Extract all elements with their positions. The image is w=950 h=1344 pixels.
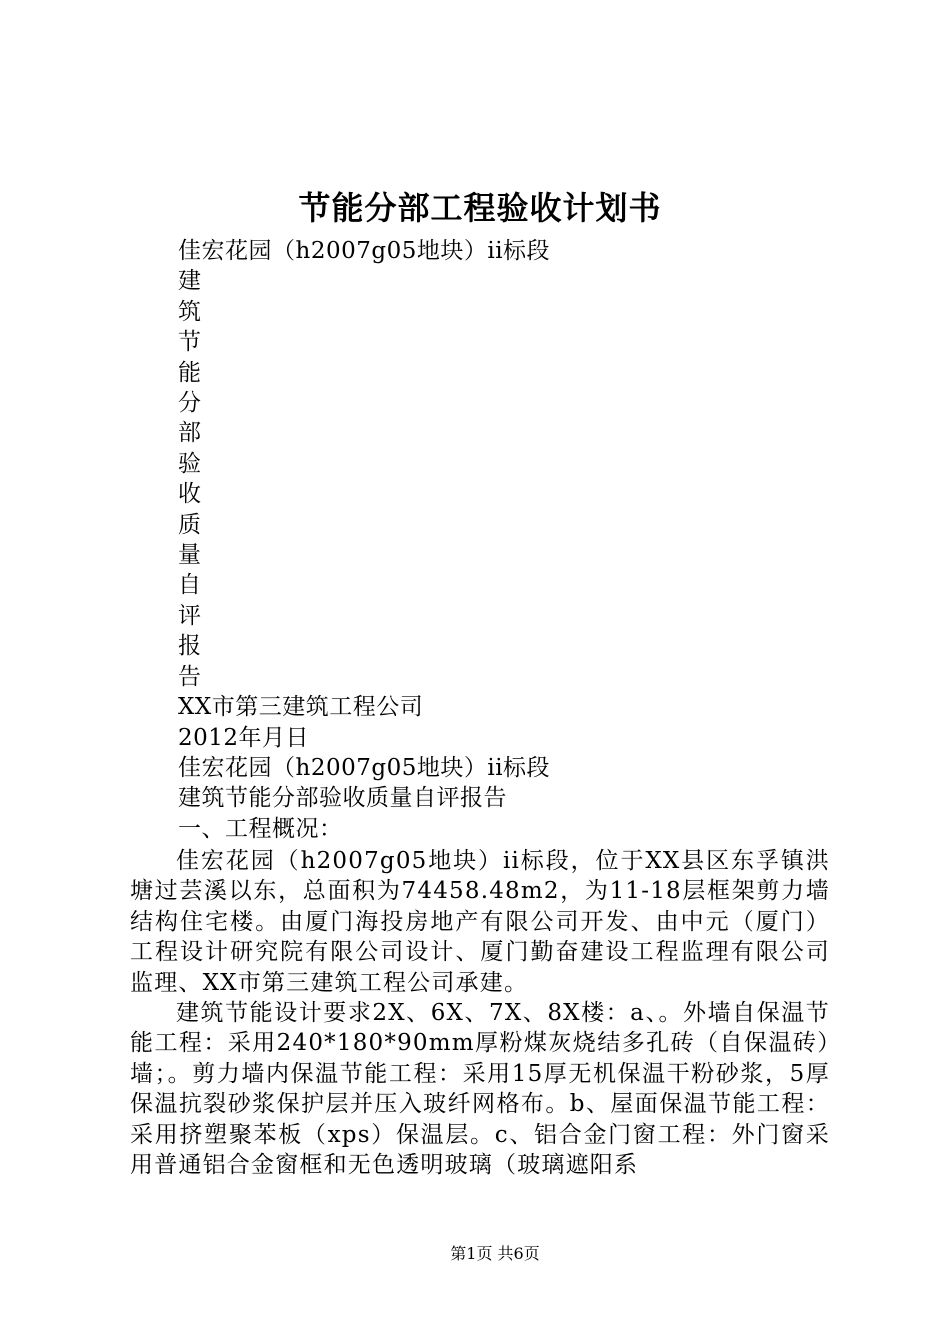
paragraph: 佳宏花园（h2007g05地块）ii标段，位于XX县区东孚镇洪塘过芸溪以东，总面积为74458.48m2，为11-18层框架剪力墙结构住宅楼。由厦门海投房地产有限公司开发、由中元（厦门）工程设计研究院有限公司设计、厦门勤奋建设工程监理有限公司监理、XX市第三建筑工程公司承建。 xyxy=(130,848,830,996)
document-title: 节能分部工程验收计划书 xyxy=(298,189,662,227)
cover-date: 2012年月日 xyxy=(178,724,310,751)
vertical-char: 验 xyxy=(178,450,201,477)
vertical-char: 部 xyxy=(178,420,201,447)
vertical-char: 报 xyxy=(178,633,201,660)
project-name: 佳宏花园（h2007g05地块）ii标段 xyxy=(178,754,551,781)
vertical-char: 自 xyxy=(178,572,201,599)
vertical-char: 量 xyxy=(178,542,201,569)
vertical-char: 质 xyxy=(178,511,201,538)
cover-project-name: 佳宏花园（h2007g05地块）ii标段 xyxy=(178,238,551,264)
vertical-char: 评 xyxy=(178,602,201,629)
body-text xyxy=(130,846,830,1180)
vertical-char: 收 xyxy=(178,481,201,508)
cover-block xyxy=(178,236,878,844)
vertical-char: 筑 xyxy=(178,298,201,325)
section-heading: 一、工程概况： xyxy=(178,815,343,842)
cover-vertical-title xyxy=(178,266,878,692)
report-title: 建筑节能分部验收质量自评报告 xyxy=(178,785,507,812)
vertical-char: 能 xyxy=(178,359,201,386)
vertical-char: 建 xyxy=(178,268,201,295)
paragraph: 建筑节能设计要求2X、6X、7X、8X楼：a、。外墙自保温节能工程：采用240*180*90mm厚粉煤灰烧结多孔砖（自保温砖）墙；。剪力墙内保温节能工程：采用15厚无机保温干粉砂浆，5厚保温抗裂砂浆保护层并压入玻纤网格布。b、屋面保温节能工程：采用挤塑聚苯板（xps）保温层。c、铝合金门窗工程：外门窗采用普通铝合金窗框和无色透明玻璃（玻璃遮阳系 xyxy=(130,1000,830,1179)
vertical-char: 节 xyxy=(178,329,201,356)
vertical-char: 分 xyxy=(178,390,201,417)
page-footer: 第1页 共6页 xyxy=(450,1244,540,1263)
cover-company: XX市第三建筑工程公司 xyxy=(178,694,424,721)
vertical-char: 告 xyxy=(178,663,201,690)
